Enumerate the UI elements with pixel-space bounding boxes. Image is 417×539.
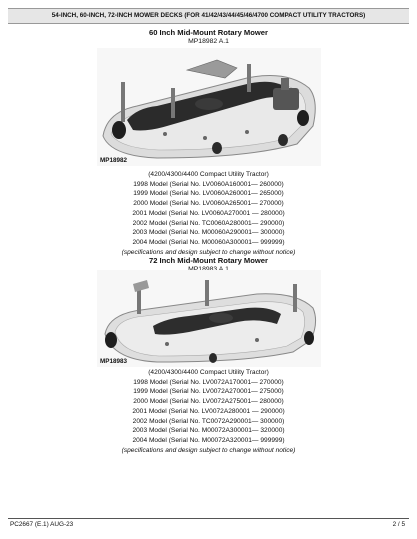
model-line: 2004 Model (Serial No. M00072A320001— 999999) <box>132 436 285 444</box>
mower-deck-60in-photo <box>97 48 321 166</box>
model-line: 2002 Model (Serial No. TC0072A290001— 300000) <box>132 417 285 425</box>
model-line: 2003 Model (Serial No. M00072A300001— 320000) <box>132 427 285 435</box>
section-info-72in <box>0 368 417 455</box>
spec-note-72in: (specifications and design subject to change without notice) <box>121 446 296 454</box>
footer-doc-code: PC2667 (E.1) AUG-23 <box>10 521 74 528</box>
section-info-60in <box>0 170 417 257</box>
model-line: 2000 Model (Serial No. LV0072A275001— 280000) <box>133 398 284 406</box>
mower-deck-60in-illustration <box>97 48 321 166</box>
mower-deck-72in-illustration <box>97 270 321 367</box>
model-line: 2001 Model (Serial No. LV0072A280001 — 290000) <box>132 407 285 415</box>
model-line: 2001 Model (Serial No. LV0060A270001 — 280000) <box>132 209 285 217</box>
model-line: 2004 Model (Serial No. M00060A300001— 999999) <box>132 238 285 246</box>
mower-deck-72in-photo <box>97 270 321 367</box>
tractor-models-60in: (4200/4300/4400 Compact Utility Tractor) <box>148 171 269 178</box>
model-line: 2003 Model (Serial No. M00060A290001— 300000) <box>132 229 285 237</box>
page-header: 54-INCH, 60-INCH, 72-INCH MOWER DECKS (FOR 41/42/43/44/45/46/4700 COMPACT UTILITY TRACTORS) <box>8 8 409 24</box>
part-number-60in: MP18982 A.1 <box>188 38 229 45</box>
footer-page-number: 2 / 5 <box>392 521 405 528</box>
model-line: 2002 Model (Serial No. TC0060A280001— 290000) <box>132 219 285 227</box>
image-label-72in: MP18983 <box>100 358 127 365</box>
spec-note-60in: (specifications and design subject to change without notice) <box>121 248 296 256</box>
footer-divider <box>8 518 409 519</box>
model-line: 1999 Model (Serial No. LV0060A260001— 265000) <box>133 190 284 198</box>
model-line: 1998 Model (Serial No. LV0060A160001— 260000) <box>133 180 284 188</box>
model-line: 1999 Model (Serial No. LV0072A270001— 275000) <box>133 388 284 396</box>
model-line: 1998 Model (Serial No. LV0072A170001— 270000) <box>133 378 284 386</box>
image-label-60in: MP18982 <box>100 157 127 164</box>
section-title-60in: 60 Inch Mid-Mount Rotary Mower <box>149 28 268 37</box>
section-title-72in: 72 Inch Mid-Mount Rotary Mower <box>149 256 268 265</box>
tractor-models-72in: (4200/4300/4400 Compact Utility Tractor) <box>148 369 269 376</box>
model-line: 2000 Model (Serial No. LV0060A265001— 270000) <box>133 200 284 208</box>
